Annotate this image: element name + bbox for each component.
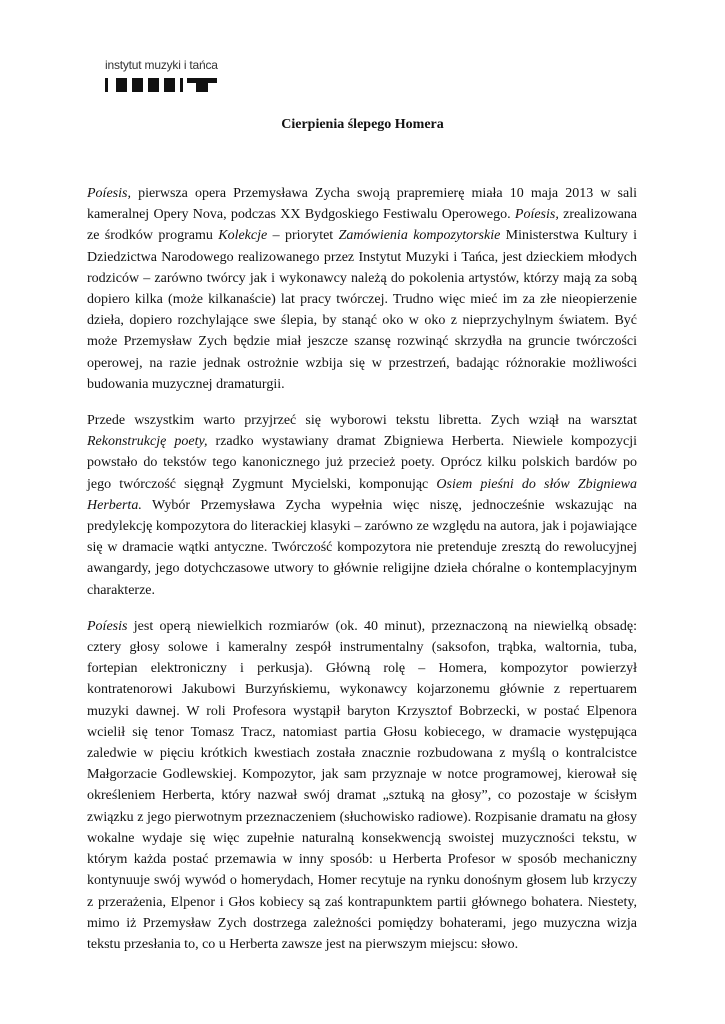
italic-run: Zamówienia kompozytorskie: [338, 228, 501, 244]
document-body: [87, 183, 637, 970]
paragraph: [87, 410, 637, 601]
text-run: rzadko wystawiany dramat Zbigniewa Herberta. Niewiele kompozycji powstało do tekstów tego kanonicznego już przecież poety. Oprócz kilku polskich bardów po jego twórczość sięgnął Zygmunt Mycielski, komponując: [87, 434, 637, 492]
italic-run: Rekonstrukcję poety,: [87, 434, 208, 450]
document-title: Cierpienia ślepego Homera: [281, 117, 444, 132]
text-run: zrealizowana ze środków programu: [87, 207, 637, 244]
text-run: Wybór Przemysława Zycha wypełnia więc niszę, jednocześnie wskazując na predylekcję kompozytora do literackiej klasyki – zarówno ze względu na autora, jak i pojawiające się w dramacie wątki antyczne. Twórczość kompozytora nie pretenduje zresztą do rewolucyjnej awangardy, jego dotychczasowe utwory to głównie religijne dzieła chóralne o kontemplacyjnym charakterze.: [87, 497, 637, 598]
text-run: – priorytet: [267, 228, 339, 244]
italic-run: Osiem pieśni do słów Zbigniewa Herberta.: [87, 476, 637, 513]
italic-run: Poíesis,: [87, 186, 131, 201]
paragraph: [87, 616, 637, 955]
italic-run: Poíesis,: [514, 207, 559, 223]
institute-logo: [105, 58, 225, 98]
text-run: Przede wszystkim warto przyjrzeć się wyborowi tekstu libretta. Zych wziął na warsztat: [87, 413, 637, 429]
text-run: pierwsza opera Przemysława Zycha swoją prapremierę miała 10 maja 2013 w sali kameralnej Opery Nova, podczas XX Bydgoskiego Festiwalu Operowego.: [87, 186, 637, 223]
text-run: jest operą niewielkich rozmiarów (ok. 40 minut), przeznaczoną na niewielką obsadę: cztery głosy solowe i kameralny zespół instrumentalny (saksofon, trąbka, waltornia, tuba, fortepian elektroniczny i perkusja). Główną rolę – Homera, kompozytor powierzył kontratenorowi Jakubowi Burzyńskiemu, wykonawcy kojarzonemu głównie z repertuarem muzyki dawnej. W roli Profesora wystąpił baryton Krzysztof Bobrzecki, w postać Elpenora wcielił się tenor Tomasz Tracz, natomiast partia Głosu kobiecego, w dramacie występująca zaledwie w pięciu krótkich kwestiach została znacznie rozbudowana z myślą o kontralcistce Małgorzacie Godlewskiej. Kompozytor, jak sam przyznaje w notce programowej, kierował się określeniem Herberta, który nazwał swój dramat „sztuką na głosy”, co pozostaje w ścisłym związku z jego pierwotnym przeznaczeniem (słuchowisko radiowe). Rozpisanie dramatu na głosy wokalne wydaje się więc zupełnie naturalną konsekwencją swoistej muzyczności tekstu, w którym każda postać przemawia w inny sposób: u Herberta Profesor w sposób mechaniczny kontynuuje swój wywód o homerydach, Homer recytuje na rynku donośnym głosem lub krzyczy z przerażenia, Elpenor i Głos kobiecy są zaś kontrapunktem partii głównego bohatera. Niestety, mimo iż Przemysław Zych dostrzega zależności pomiędzy bohaterami, jego muzyczna wizja tekstu przesłania to, co u Herberta zawsze jest na pierwszym miejscu: słowo.: [87, 618, 637, 952]
italic-run: Kolekcje: [218, 228, 268, 244]
italic-run: Poíesis: [87, 618, 128, 634]
text-run: Ministerstwa Kultury i Dziedzictwa Narodowego realizowanego przez Instytut Muzyki i Tańca, jest dzieckiem młodych rodziców – zarówno twórcy jak i wykonawcy należą do pokolenia artystów, którzy mają za sobą dopiero kilka (może kilkanaście) lat pracy twórczej. Trudno więc mieć im za złe nieopierzenie dzieła, dopiero rozchylające swe ślepia, by stanąć oko w oko z nieprzychylnym światem. Być może Przemysław Zych będzie miał jeszcze szansę rozwinąć skrzydła na gruncie twórczości operowej, na razie jednak ostrożnie wzbija się w przestrzeń, badając różnorakie możliwości budowania muzycznej dramaturgii.: [87, 228, 637, 392]
logo-text: instytut muzyki i tańca: [105, 58, 218, 72]
paragraph: [87, 183, 637, 395]
